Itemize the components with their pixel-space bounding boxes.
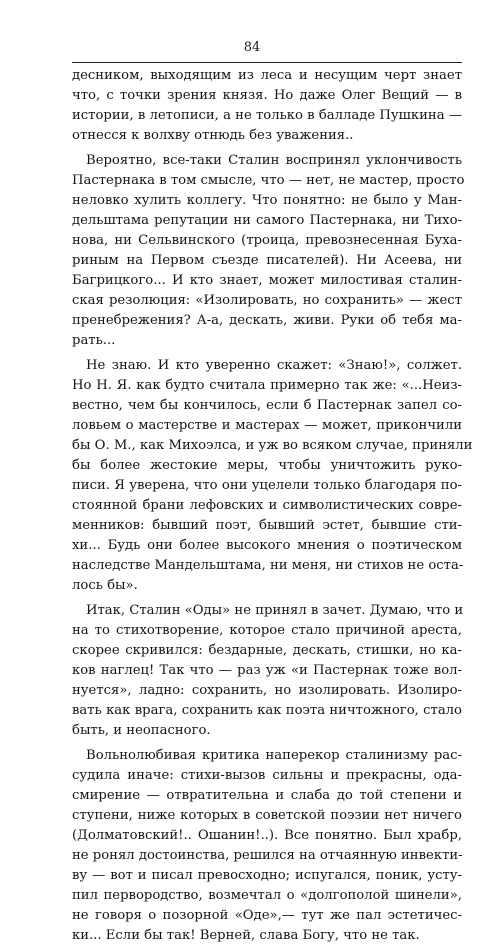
text-line: смирение — отвратительна и слаба до той степени и — [72, 788, 462, 803]
paragraph-4 — [72, 601, 462, 741]
text-line: менников: бывший поэт, бывший эстет, бывшие сти- — [72, 518, 462, 533]
text-line: наследстве Мандельштама, ни меня, ни стихов не оста- — [72, 558, 464, 573]
text-line: скорее скривился: бездарные, дескать, стишки, но ка- — [72, 643, 462, 658]
text-line: на то стихотворение, которое стало причиной ареста, — [72, 623, 462, 638]
text-line: неловко хулить коллегу. Что понятно: не было у Ман- — [72, 193, 462, 208]
text-line: не говоря о позорной «Оде»,— тут же пал эстетичес- — [72, 908, 462, 923]
paragraph-5 — [72, 746, 462, 946]
text-line: десником, выходящим из леса и несущим черт знает — [72, 68, 462, 83]
text-line: истории, в летописи, а не только в балладе Пушкина — — [72, 108, 462, 123]
text-line: бы О. М., как Михоэлса, и уж во всяком случае, приняли — [72, 438, 473, 453]
text-line: писи. Я уверена, что они уцелели только благодаря по- — [72, 478, 462, 493]
text-line: пил первородство, возмечтал о «долгополой шинели», — [72, 888, 462, 903]
text-line: ская резолюция: «Изолировать, но сохранить» — жест — [72, 293, 462, 308]
text-line: Пастернака в том смысле, что — нет, не мастер, просто — [72, 173, 465, 188]
header-rule — [72, 62, 462, 63]
text-line: стоянной брани лефовских и символистических совре- — [72, 498, 462, 513]
text-line: вать как врага, сохранить как поэта ничтожного, стало — [72, 703, 462, 718]
text-line: Но Н. Я. как будто считала примерно так же: «...Неиз- — [72, 378, 462, 393]
body-text — [72, 66, 473, 946]
text-line: быть, и неопасного. — [72, 723, 211, 738]
text-line: отнесся к волхву отнюдь без уважения.. — [72, 128, 354, 143]
text-line: рать... — [72, 333, 116, 348]
paragraph-2 — [72, 151, 465, 351]
text-line: хи... Будь они более высокого мнения о поэтическом — [72, 538, 462, 553]
text-line: ву — вот и писал превосходно; испугался, поник, усту- — [72, 868, 462, 883]
page-number: 84 — [243, 40, 261, 55]
text-line: ловьем о мастерстве и мастерах — может, прикончили — [72, 418, 462, 433]
text-line: Не знаю. И кто уверенно скажет: «Знаю!», солжет. — [86, 358, 462, 373]
text-line: ков наглец! Так что — раз уж «и Пастернак тоже вол- — [72, 663, 462, 678]
text-line: Багрицкого... И кто знает, может милостивая сталин- — [72, 273, 462, 288]
text-line: вестно, чем бы кончилось, если б Пастернак запел со- — [72, 398, 462, 413]
text-line: ступени, ниже которых в советской поэзии нет ничего — [72, 808, 462, 823]
text-line: нова, ни Сельвинского (троица, превознесенная Буха- — [72, 233, 462, 248]
text-line: (Долматовский!.. Ошанин!..). Все понятно. Был храбр, — [72, 828, 462, 843]
text-line: Итак, Сталин «Оды» не принял в зачет. Думаю, что и — [86, 603, 464, 618]
text-line: не ронял достоинства, решился на отчаянную инвекти- — [72, 848, 463, 863]
text-line: пренебрежения? А-а, дескать, живи. Руки об тебя ма- — [72, 313, 462, 328]
text-line: дельштама репутации ни самого Пастернака, ни Тихо- — [72, 213, 462, 228]
text-line: нуется», ладно: сохранить, но изолировать. Изолиро- — [72, 683, 462, 698]
text-line: ки... Если бы так! Верней, слава Богу, что не так. — [72, 928, 420, 943]
paragraph-3 — [72, 356, 473, 596]
text-line: Вольнолюбивая критика наперекор сталинизму рас- — [86, 748, 462, 763]
text-line: судила иначе: стихи-вызов сильны и прекрасны, ода- — [72, 768, 462, 783]
text-line: лось бы». — [72, 578, 138, 593]
text-line: Вероятно, все-таки Сталин воспринял уклончивость — [86, 153, 462, 168]
paragraph-1 — [72, 66, 462, 146]
text-line: бы более жестокие меры, чтобы уничтожить руко- — [72, 458, 462, 473]
text-line: риным на Первом съезде писателей). Ни Асеева, ни — [72, 253, 462, 268]
text-line: что, с точки зрения князя. Но даже Олег Вещий — в — [72, 88, 462, 103]
